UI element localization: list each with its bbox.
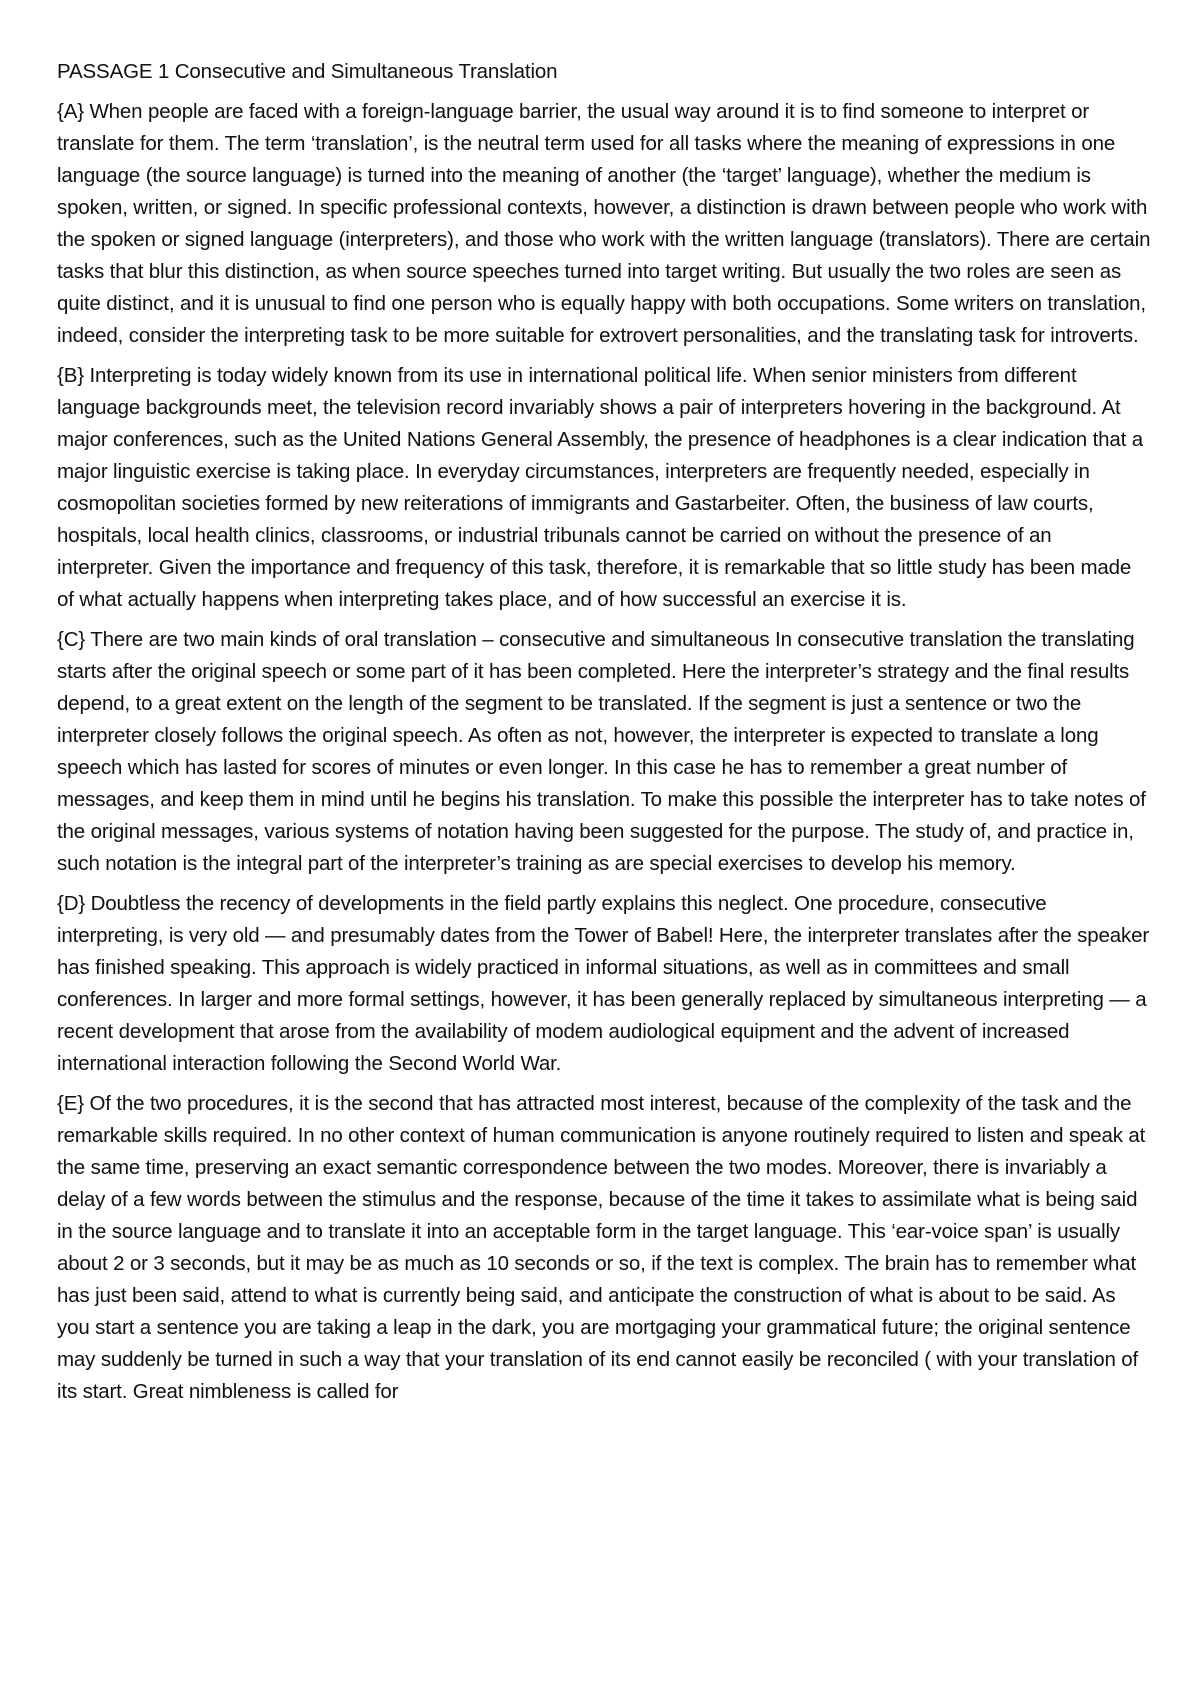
paragraph-a: {A} When people are faced with a foreign-language barrier, the usual way around it is to find someone to interpret or translate for them. The term ‘translation’, is the neutral term used for all tasks where the meaning of expressions in one language (the source language) is turned into the meaning of another (the ‘target’ language), whether the medium is spoken, written, or signed. In specific professional contexts, however, a distinction is drawn between people who work with the spoken or signed language (interpreters), and those who work with the written language (translators). There are certain tasks that blur this distinction, as when source speeches turned into target writing. But usually the two roles are seen as quite distinct, and it is unusual to find one person who is equally happy with both occupations. Some writers on translation, indeed, consider the interpreting task to be more suitable for extrovert personalities, and the translating task for introverts. [57,100,1151,347]
passage-title: PASSAGE 1 Consecutive and Simultaneous Translation [57,60,558,83]
paragraph-e: {E} Of the two procedures, it is the second that has attracted most interest, because of the complexity of the task and the remarkable skills required. In no other context of human communication is anyone routinely required to listen and speak at the same time, preserving an exact semantic correspondence between the two modes. Moreover, there is invariably a delay of a few words between the stimulus and the response, because of the time it takes to assimilate what is being said in the source language and to translate it into an acceptable form in the target language. This ‘ear-voice span’ is usually about 2 or 3 seconds, but it may be as much as 10 seconds or so, if the text is complex. The brain has to remember what has just been said, attend to what is currently being said, and anticipate the construction of what is about to be said. As you start a sentence you are taking a leap in the dark, you are mortgaging your grammatical future; the original sentence may suddenly be turned in such a way that your translation of its end cannot easily be reconciled ( with your translation of its start. Great nimbleness is called for [57,1092,1146,1403]
document-page [57,56,1152,1416]
paragraph-c: {C} There are two main kinds of oral translation – consecutive and simultaneous In consecutive translation the translating starts after the original speech or some part of it has been completed. Here the interpreter’s strategy and the final results depend, to a great extent on the length of the segment to be translated. If the segment is just a sentence or two the interpreter closely follows the original speech. As often as not, however, the interpreter is expected to translate a long speech which has lasted for scores of minutes or even longer. In this case he has to remember a great number of messages, and keep them in mind until he begins his translation. To make this possible the interpreter has to take notes of the original messages, various systems of notation having been suggested for the purpose. The study of, and practice in, such notation is the integral part of the interpreter’s training as are special exercises to develop his memory. [57,628,1146,875]
paragraph-b: {B} Interpreting is today widely known from its use in international political life. When senior ministers from different language backgrounds meet, the television record invariably shows a pair of interpreters hovering in the background. At major conferences, such as the United Nations General Assembly, the presence of headphones is a clear indication that a major linguistic exercise is taking place. In everyday circumstances, interpreters are frequently needed, especially in cosmopolitan societies formed by new reiterations of immigrants and Gastarbeiter. Often, the business of law courts, hospitals, local health clinics, classrooms, or industrial tribunals cannot be carried on without the presence of an interpreter. Given the importance and frequency of this task, therefore, it is remarkable that so little study has been made of what actually happens when interpreting takes place, and of how successful an exercise it is. [57,364,1143,611]
paragraph-d: {D} Doubtless the recency of developments in the field partly explains this neglect. One procedure, consecutive interpreting, is very old — and presumably dates from the Tower of Babel! Here, the interpreter translates after the speaker has finished speaking. This approach is widely practiced in informal situations, as well as in committees and small conferences. In larger and more formal settings, however, it has been generally replaced by simultaneous interpreting — a recent development that arose from the availability of modem audiological equipment and the advent of increased international interaction following the Second World War. [57,892,1149,1075]
